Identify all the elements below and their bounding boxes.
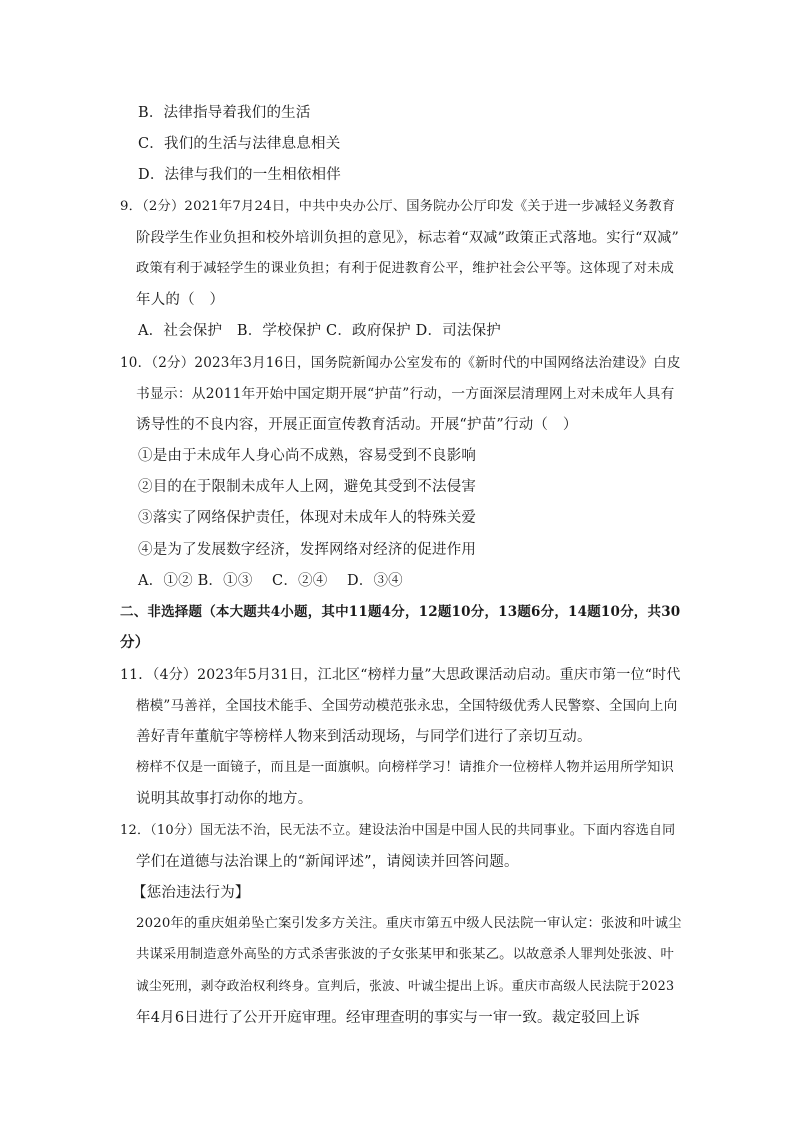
q12-stem-line-5: 共谋采用制造意外高坠的方式杀害张波的子女张某甲和张某乙。以故意杀人罪判处张波、叶 (136, 947, 675, 962)
q10-stem-line-1: 10．（2分）2023年3月16日，国务院新闻办公室发布的《新时代的中国网络法治建设》白皮 (120, 355, 681, 371)
section-2-heading-line-2: 分） (120, 634, 150, 651)
q12-stem-line-6: 诚尘死刑，剥夺政治权利终身。宣判后，张波、叶诚尘提出上诉。重庆市高级人民法院于2023 (136, 979, 675, 994)
q11-stem-line-4: 榜样不仅是一面镜子，而且是一面旗帜。向榜样学习！请推介一位榜样人物并运用所学知识 (136, 760, 675, 775)
section-2-heading-line-1: 二、非选择题（本大题共4小题，其中11题4分，12题10分，13题6分，14题10分，共30 (120, 604, 681, 620)
q8-option-c: C．我们的生活与法律息息相关 (138, 136, 341, 152)
q11-stem-line-2: 楷模”马善祥，全国技术能手、全国劳动模范张永忠，全国特级优秀人民警察、全国向上向 (136, 698, 678, 714)
q12-stem-line-2: 学们在道德与法治课上的“新闻评述”，请阅读并回答问题。 (136, 854, 519, 870)
q9-stem-line-3: 政策有利于减轻学生的课业负担；有利于促进教育公平，维护社会公平等。这体现了对未成 (136, 261, 675, 276)
q12-stem-line-4: 2020年的重庆姐弟坠亡案引发多方关注。重庆市第五中级人民法院一审认定：张波和叶诚尘 (136, 916, 682, 931)
q12-stem-line-1: 12．（10分）国无法不治，民无法不立。建设法治中国是中国人民的共同事业。下面内容选自同 (120, 823, 676, 838)
q12-section-heading: 【惩治违法行为】 (132, 885, 250, 901)
q8-option-b: B．法律指导着我们的生活 (138, 105, 311, 121)
q10-stem-line-3: 诱导性的不良内容，开展正面宣传教育活动。开展“护苗”行动（ ） (136, 417, 578, 433)
q8-option-d: D．法律与我们的一生相依相伴 (138, 167, 341, 183)
q10-item-2: ②目的在于限制未成年人上网，避免其受到不法侵害 (138, 479, 477, 495)
q9-options: A．社会保护 B．学校保护 C．政府保护 D．司法保护 (138, 323, 501, 339)
q9-stem-line-4: 年人的（ ） (136, 292, 225, 308)
q10-options: A．①② B．①③ C．②④ D．③④ (138, 573, 403, 589)
q9-stem-line-2: 阶段学生作业负担和校外培训负担的意见》，标志着“双减”政策正式落地。实行“双减” (136, 230, 680, 246)
q12-stem-line-7: 年4月6日进行了公开开庭审理。经审理查明的事实与一审一致。裁定驳回上诉 (136, 1010, 640, 1026)
q11-stem-line-3: 善好青年董航宇等榜样人物来到活动现场，与同学们进行了亲切互动。 (136, 729, 592, 745)
q10-stem-line-2: 书显示：从2011年开始中国定期开展“护苗”行动，一方面深层清理网上对未成年人具有 (136, 386, 675, 402)
q11-stem-line-1: 11．（4分）2023年5月31日，江北区“榜样力量”大思政课活动启动。重庆市第一位“时代 (120, 667, 681, 683)
q10-item-1: ①是由于未成年人身心尚不成熟，容易受到不良影响 (138, 448, 477, 464)
q9-stem-line-1: 9．（2分）2021年7月24日，中共中央办公厅、国务院办公厅印发《关于进一步减轻义务教育 (120, 199, 676, 214)
q11-stem-line-5: 说明其故事打动你的地方。 (136, 791, 313, 807)
q10-item-3: ③落实了网络保护责任，体现对未成年人的特殊关爱 (138, 510, 477, 526)
q10-item-4: ④是为了发展数字经济，发挥网络对经济的促进作用 (138, 542, 477, 558)
